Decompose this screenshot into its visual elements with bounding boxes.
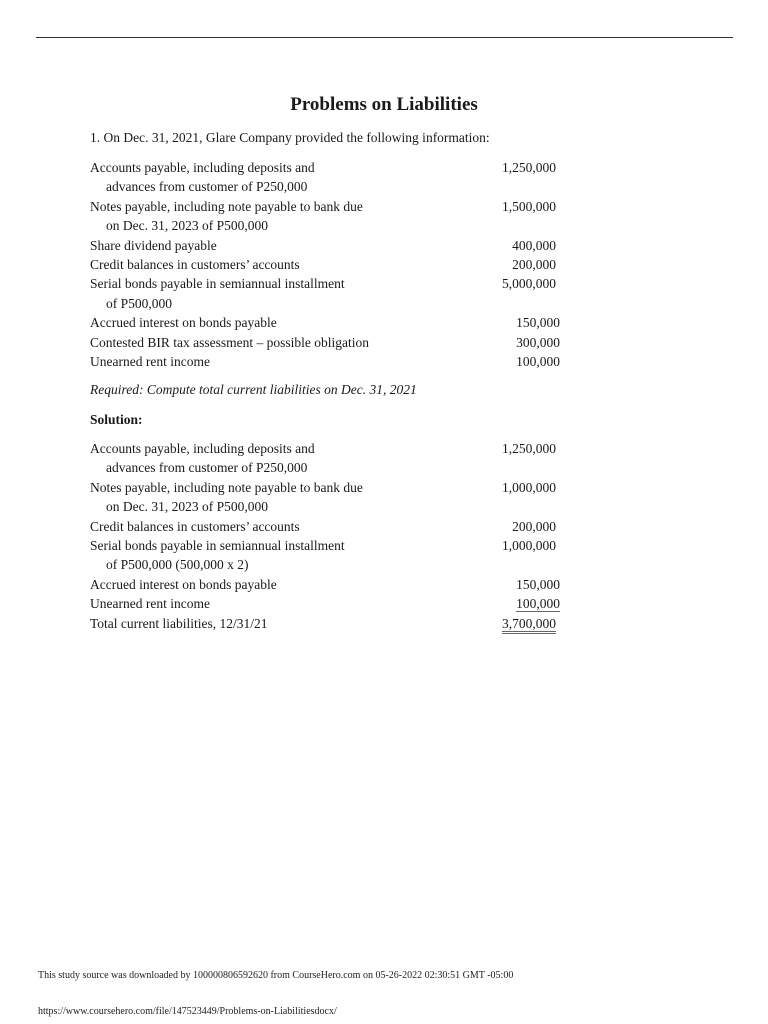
total-label: Total current liabilities, 12/31/21 xyxy=(90,615,268,631)
required-statement: Required: Compute total current liabilities on Dec. 31, 2021 xyxy=(90,382,417,397)
top-rule xyxy=(36,37,733,38)
item-label-continued: advances from customer of P250,000 xyxy=(106,179,308,195)
item-label: Notes payable, including note payable to bank due xyxy=(90,479,363,495)
problem-items-list xyxy=(90,158,570,371)
list-item xyxy=(90,536,570,575)
list-item xyxy=(90,333,570,352)
item-label-continued: advances from customer of P250,000 xyxy=(106,460,308,476)
list-item xyxy=(90,439,570,478)
item-amount: 1,250,000 xyxy=(502,441,556,456)
item-amount: 100,000 xyxy=(516,354,560,370)
item-label: Accounts payable, including deposits and xyxy=(90,160,315,175)
solution-heading: Solution: xyxy=(90,412,143,427)
item-label: Accounts payable, including deposits and xyxy=(90,441,315,456)
item-label-continued: of P500,000 (500,000 x 2) xyxy=(106,557,249,573)
solution-items-list xyxy=(90,439,570,633)
document-title: Problems on Liabilities xyxy=(290,94,478,115)
list-item xyxy=(90,478,570,517)
item-label: Serial bonds payable in semiannual installment xyxy=(90,538,345,554)
item-amount: 100,000 xyxy=(516,596,560,612)
item-label: Unearned rent income xyxy=(90,354,210,370)
list-item xyxy=(90,352,570,371)
item-label-continued: on Dec. 31, 2023 of P500,000 xyxy=(106,218,268,234)
list-item xyxy=(90,255,570,274)
list-item xyxy=(90,517,570,536)
item-amount: 1,250,000 xyxy=(502,160,556,175)
item-label-continued: of P500,000 xyxy=(106,295,173,311)
item-amount: 150,000 xyxy=(516,576,560,592)
list-item xyxy=(90,158,570,197)
list-item xyxy=(90,197,570,236)
item-amount: 1,000,000 xyxy=(502,479,556,495)
item-label: Notes payable, including note payable to bank due xyxy=(90,198,363,214)
list-item xyxy=(90,313,570,332)
list-item xyxy=(90,236,570,255)
list-item xyxy=(90,274,570,313)
item-label: Credit balances in customers’ accounts xyxy=(90,257,300,273)
source-url[interactable]: https://www.coursehero.com/file/147523449/Problems-on-Liabilitiesdocx/ xyxy=(38,1006,337,1017)
item-label: Accrued interest on bonds payable xyxy=(90,576,277,592)
item-label: Accrued interest on bonds payable xyxy=(90,315,277,331)
item-label: Serial bonds payable in semiannual installment xyxy=(90,276,345,292)
item-amount: 5,000,000 xyxy=(502,276,556,292)
item-amount: 1,000,000 xyxy=(502,538,556,554)
total-amount: 3,700,000 xyxy=(502,615,556,631)
item-label-continued: on Dec. 31, 2023 of P500,000 xyxy=(106,499,268,515)
item-amount: 200,000 xyxy=(512,257,556,273)
item-label: Share dividend payable xyxy=(90,237,217,253)
list-item xyxy=(90,575,570,594)
item-label: Credit balances in customers’ accounts xyxy=(90,518,300,534)
problem-intro: 1. On Dec. 31, 2021, Glare Company provided the following information: xyxy=(90,130,490,145)
download-source-notice: This study source was downloaded by 100000806592620 from CourseHero.com on 05-26-2022 02:30:51 GMT -05:00 xyxy=(38,970,514,981)
list-item xyxy=(90,594,570,613)
item-amount: 150,000 xyxy=(516,315,560,331)
item-amount: 400,000 xyxy=(512,237,556,253)
item-amount: 1,500,000 xyxy=(502,198,556,214)
total-row xyxy=(90,614,570,633)
item-label: Unearned rent income xyxy=(90,596,210,612)
item-amount: 300,000 xyxy=(516,334,560,350)
item-amount: 200,000 xyxy=(512,518,556,534)
item-label: Contested BIR tax assessment – possible obligation xyxy=(90,334,369,350)
